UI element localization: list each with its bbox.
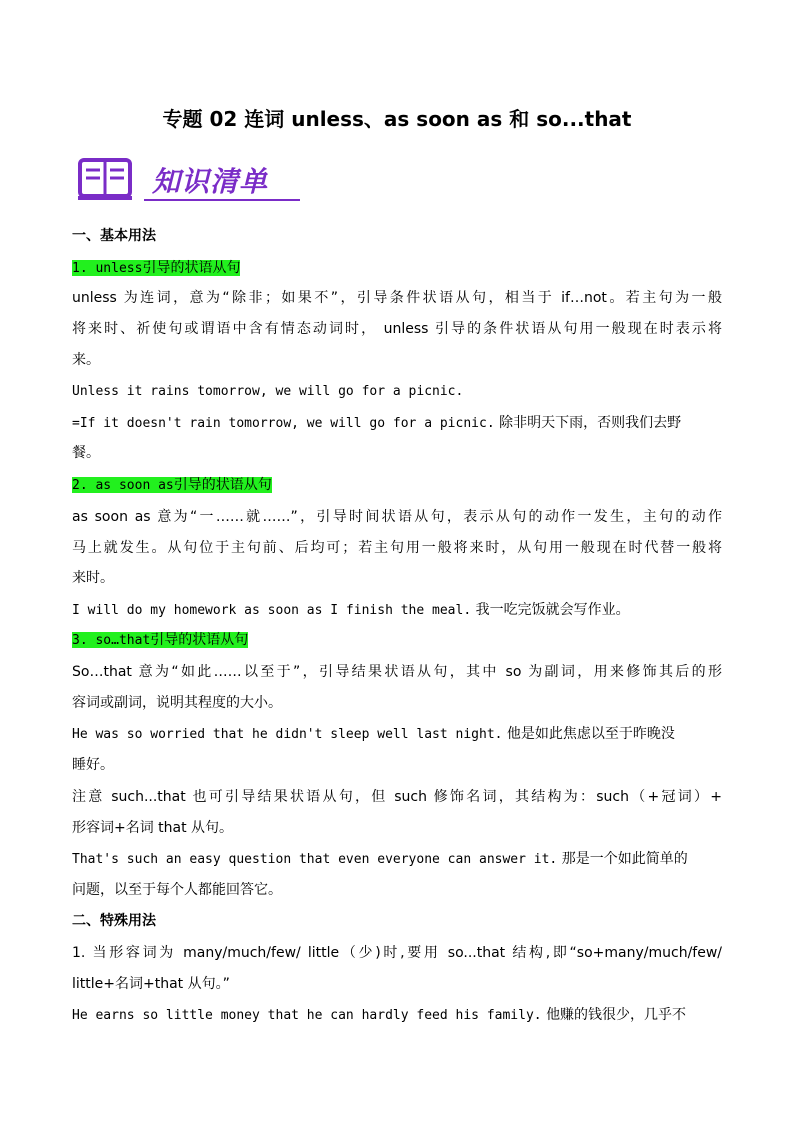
example-cn: 除非明天下雨，否则我们去野 bbox=[499, 415, 682, 431]
example-cn: 他赚的钱很少，几乎不 bbox=[546, 1007, 687, 1023]
banner-title: 知识清单 bbox=[152, 165, 269, 198]
paragraph-line: 睡好。 bbox=[72, 757, 114, 773]
heading-so-that bbox=[72, 630, 732, 651]
paragraph-line: 容词或副词，说明其程度的大小。 bbox=[72, 695, 282, 711]
heading-num: 2. as soon as bbox=[72, 478, 174, 493]
example-sentence bbox=[72, 724, 732, 745]
heading-num: 1. unless bbox=[72, 261, 143, 276]
paragraph-line: 1. 当形容词为 many/much/few/ little（少)时,要用 so...that 结构,即“so+many/much/few/ bbox=[72, 945, 722, 961]
section-heading-basic: 一、基本用法 bbox=[72, 228, 156, 244]
paragraph-line: 马上就发生。从句位于主句前、后均可；若主句用一般将来时，从句用一般现在时代替一般将 bbox=[72, 540, 722, 556]
example-en: I will do my homework as soon as I finish the meal. bbox=[72, 603, 472, 618]
paragraph-line: 问题，以至于每个人都能回答它。 bbox=[72, 882, 282, 898]
paragraph-line: So…that 意为“如此……以至于”，引导结果状语从句，其中 so 为副词，用来修饰其后的形 bbox=[72, 664, 722, 680]
heading-text: 引导的状语从句 bbox=[173, 477, 272, 493]
heading-as-soon-as bbox=[72, 475, 732, 496]
note-line: 形容词+名词 that 从句。 bbox=[72, 820, 234, 836]
paragraph-line: 来时。 bbox=[72, 570, 114, 586]
paragraph-line: as soon as 意为“一……就……”，引导时间状语从句，表示从句的动作一发生，主句的动作 bbox=[72, 509, 722, 525]
example-en: He was so worried that he didn't sleep well last night. bbox=[72, 727, 503, 742]
section-heading-special: 二、特殊用法 bbox=[72, 913, 156, 929]
example-cn: 他是如此焦虑以至于昨晚没 bbox=[506, 726, 675, 742]
example-sentence bbox=[72, 1005, 732, 1026]
banner-underline bbox=[144, 199, 300, 201]
example-en: He earns so little money that he can hardly feed his family. bbox=[72, 1008, 542, 1023]
page-title: 专题 02 连词 unless、as soon as 和 so...that bbox=[162, 107, 632, 131]
paragraph-line: unless 为连词，意为“除非；如果不”，引导条件状语从句，相当于 if…not。若主句为一般 bbox=[72, 290, 722, 306]
example-cn: 那是一个如此简单的 bbox=[561, 851, 688, 867]
heading-text: 引导的状语从句 bbox=[150, 632, 249, 648]
knowledge-banner bbox=[74, 154, 300, 204]
example-sentence bbox=[72, 413, 732, 434]
paragraph-line: 将来时、祈使句或谓语中含有情态动词时， unless 引导的条件状语从句用一般现在时表示将 bbox=[72, 321, 722, 337]
paragraph-line: little+名词+that 从句。” bbox=[72, 976, 230, 992]
heading-unless bbox=[72, 258, 732, 279]
example-en: =If it doesn't rain tomorrow, we will go for a picnic. bbox=[72, 416, 495, 431]
book-icon bbox=[74, 154, 138, 204]
note-line: 注意 such...that 也可引导结果状语从句，但 such 修饰名词，其结构为：such（+冠词）+ bbox=[72, 789, 722, 805]
example-sentence: Unless it rains tomorrow, we will go for a picnic. bbox=[72, 384, 464, 399]
example-en: That's such an easy question that even everyone can answer it. bbox=[72, 852, 558, 867]
paragraph-line: 来。 bbox=[72, 352, 100, 368]
example-sentence bbox=[72, 849, 732, 870]
heading-num: 3. so…that bbox=[72, 633, 151, 648]
heading-text: 引导的状语从句 bbox=[142, 260, 241, 276]
paragraph-line: 餐。 bbox=[72, 445, 100, 461]
example-sentence bbox=[72, 600, 732, 621]
example-cn: 我一吃完饭就会写作业。 bbox=[475, 602, 630, 618]
